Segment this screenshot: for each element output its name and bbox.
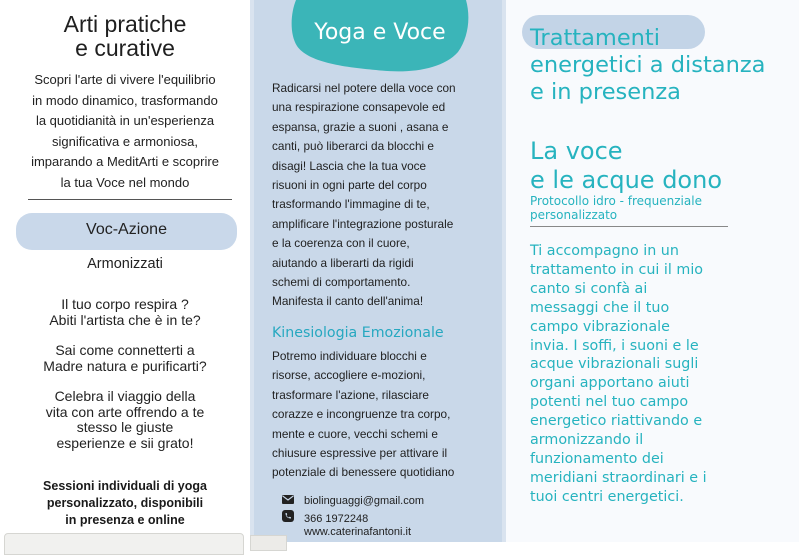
text-line: una respirazione consapevole ed [272,100,446,115]
panel-right-title [530,25,795,106]
website-text[interactable]: www.caterinafantoni.it [304,526,411,538]
kinesiologia-text [272,347,492,483]
phone-text[interactable]: 366 1972248 [304,513,369,525]
text-line: Sessioni individuali di yoga [43,479,207,493]
text-line: personalizzato [530,208,618,222]
divider-line [28,199,232,200]
envelope-icon [281,495,295,507]
text-line: risorse, accogliere e-mozioni, [272,368,426,383]
text-line: canto si confà ai [530,280,648,297]
text-line: significativa e armoniosa, [52,133,198,149]
text-line: potenziale di benessere quotidiano [272,465,455,480]
text-line: Celebra il viaggio della [54,388,196,404]
text-line: in presenza e online [65,513,185,527]
text-line: Scopri l'arte di vivere l'equilibrio [34,72,216,87]
text-line: esperienze e sii grato! [56,434,194,451]
email-text[interactable]: biolinguaggi@gmail.com [304,495,425,507]
text-line: Il tuo corpo respira ? [61,296,189,312]
text-line: disagi! Lascia che la tua voce [272,158,427,173]
text-line: energetico riattivando e [530,413,703,430]
title-line: energetici a distanza [530,52,766,78]
title-line: e in presenza [530,79,681,105]
bottom-tab [250,535,287,551]
divider-line [530,226,728,227]
phone-icon [281,510,295,525]
text-line: la quotidianità in un'esperienza [35,113,215,128]
text-line: corazze e incongruenze tra corpo, [272,407,451,422]
text-line: e la coerenza con il cuore, [272,236,410,251]
sessions-note [16,478,234,529]
title-line: Arti pratiche [63,11,187,37]
contact-email[interactable] [281,495,424,507]
section-subtitle: Armonizzati [87,256,163,272]
heading-line: La voce [530,137,623,165]
voce-acque-heading [530,137,722,195]
panel-middle-title: Yoga e Voce [314,20,446,45]
section-label: Voc-Azione [86,221,167,238]
text-line: armonizzando il [530,432,644,449]
yoga-body-text [272,79,486,312]
text-line: vita con arte offrendo a te [45,403,205,420]
text-line: amplificare l'integrazione posturale [272,216,454,231]
text-line: messaggi che il tuo [530,299,670,316]
text-line: acque vibrazionali sugli [530,356,699,373]
text-line: in modo dinamico, trasformando [32,92,218,108]
text-line: Sai come connetterti a [55,342,195,358]
question-block [16,297,234,328]
text-line: Madre natura e purificarti? [43,357,207,374]
text-line: stesso le giuste [76,419,174,435]
bottom-tab [4,533,244,555]
text-line: tuoi centri energetici. [530,488,684,505]
text-line: trattamento in cui il mio [530,261,704,278]
text-line: Abiti l'artista che è in te? [49,311,201,328]
heading-line: e le acque dono [530,166,723,194]
question-block [16,343,234,374]
text-line: trasformando l'immagine di te, [272,197,430,212]
text-line: trasformare l'azione, rilasciare [272,387,429,402]
text-line: invia. I soffi, i suoni e le [530,337,699,354]
title-line: Trattamenti [530,25,661,51]
kinesiologia-heading: Kinesiologia Emozionale [272,325,444,341]
text-line: campo vibrazionale [530,318,670,335]
text-line: aiutando a liberarti da rigidi [272,255,414,270]
text-line: imparando a MeditArti e scoprire [31,154,219,169]
contact-phone[interactable] [281,510,368,525]
text-line: potenti nel tuo campo [530,394,689,411]
text-line: espansa, grazie a suoni , asana e [272,119,449,134]
panel-left-title [0,12,250,60]
text-line: Potremo individuare blocchi e [272,349,427,363]
text-line: Ti accompagno in un [530,243,679,259]
text-line: Protocollo idro - frequenziale [530,194,702,208]
text-line: chiusure espressive per attivare il [272,446,448,461]
text-line: meridiani straordinari e i [530,469,707,486]
text-line: schemi di comportamento. [272,275,411,290]
protocol-subtitle [530,194,760,222]
text-line: Manifesta il canto dell'anima! [272,294,424,309]
contact-website[interactable] [304,526,411,538]
trattamento-body-text [530,242,735,507]
text-line: canti, può liberarci da blocchi e [272,139,434,154]
title-line: e curative [75,35,175,61]
text-line: la tua Voce nel mondo [60,174,190,190]
text-line: personalizzato, disponibili [46,496,204,510]
intro-text [14,70,236,193]
text-line: organi apportano aiuti [530,375,690,392]
text-line: Radicarsi nel potere della voce con [272,81,456,95]
text-line: risuoni in ogni parte del corpo [272,178,427,193]
text-line: mente e cuore, vecchi schemi e [272,426,438,441]
text-line: funzionamento dei [530,450,664,467]
question-block [16,389,234,451]
